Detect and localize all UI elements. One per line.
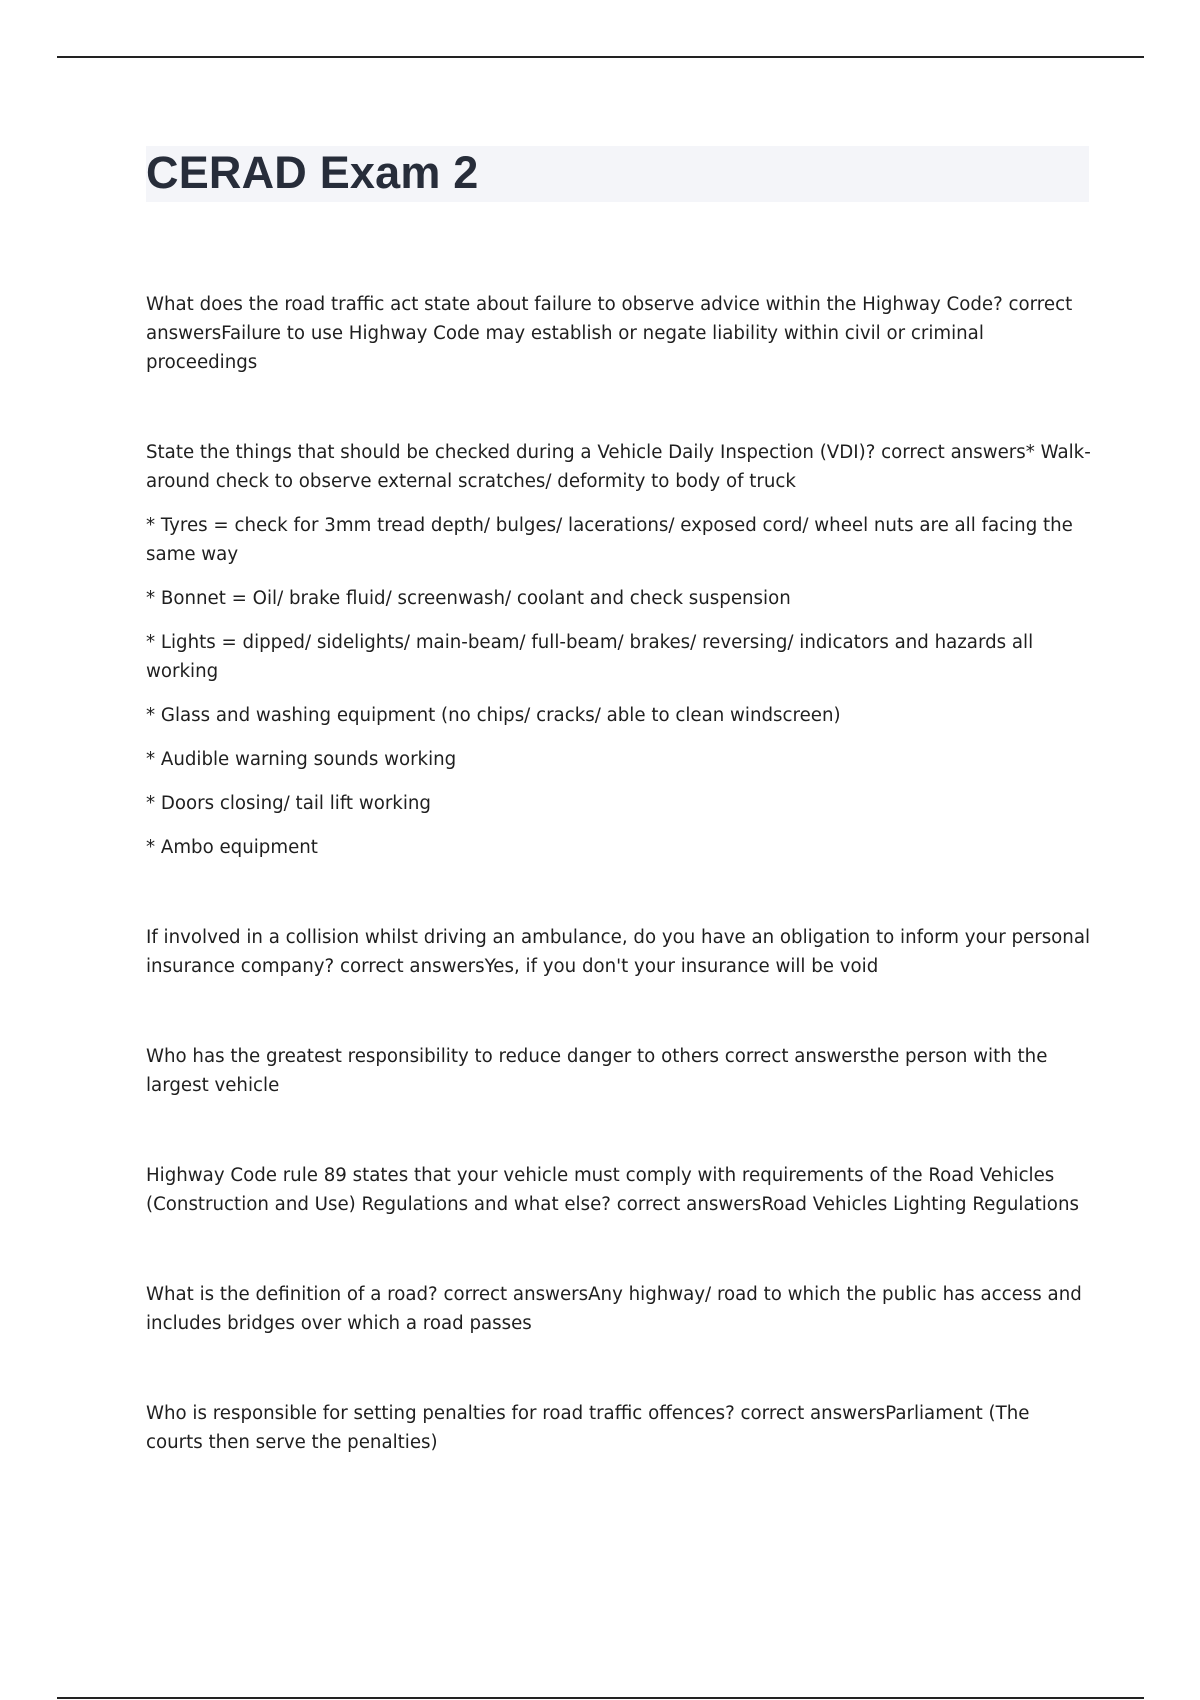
qa-item	[146, 1161, 1091, 1219]
qa-text: State the things that should be checked during a Vehicle Daily Inspection (VDI)? correct answers* Walk-around check to observe external scratches/ deformity to body of truck	[146, 442, 1091, 492]
top-rule	[57, 56, 1144, 58]
checklist-item: * Glass and washing equipment (no chips/ cracks/ able to clean windscreen)	[146, 705, 841, 726]
qa-item	[146, 1042, 1091, 1100]
checklist-item: * Ambo equipment	[146, 837, 318, 858]
qa-item	[146, 1280, 1091, 1338]
qa-item	[146, 438, 1091, 862]
document-title: CERAD Exam 2	[146, 147, 479, 198]
qa-item	[146, 1399, 1091, 1457]
qa-item	[146, 290, 1091, 377]
checklist-item: * Bonnet = Oil/ brake fluid/ screenwash/ coolant and check suspension	[146, 588, 791, 609]
qa-list	[146, 290, 1091, 1457]
checklist	[146, 511, 1091, 862]
qa-text: What does the road traffic act state about failure to observe advice within the Highway Code? correct answersFailure to use Highway Code may establish or negate liability within civil or criminal proceedings	[146, 294, 1073, 373]
qa-text: What is the definition of a road? correct answersAny highway/ road to which the public has access and includes bridges over which a road passes	[146, 1284, 1082, 1334]
qa-text: Who has the greatest responsibility to reduce danger to others correct answersthe person with the largest vehicle	[146, 1046, 1048, 1096]
qa-item	[146, 923, 1091, 981]
checklist-item: * Tyres = check for 3mm tread depth/ bulges/ lacerations/ exposed cord/ wheel nuts are all facing the same way	[146, 515, 1073, 565]
checklist-item: * Lights = dipped/ sidelights/ main-beam/ full-beam/ brakes/ reversing/ indicators and hazards all working	[146, 632, 1034, 682]
qa-text: If involved in a collision whilst driving an ambulance, do you have an obligation to inform your personal insurance company? correct answersYes, if you don't your insurance will be void	[146, 927, 1091, 977]
checklist-item: * Doors closing/ tail lift working	[146, 793, 431, 814]
checklist-item: * Audible warning sounds working	[146, 749, 457, 770]
qa-text: Highway Code rule 89 states that your vehicle must comply with requirements of the Road Vehicles (Construction and Use) Regulations and what else? correct answersRoad Vehicles Lighting Regulations	[146, 1165, 1079, 1215]
qa-text: Who is responsible for setting penalties for road traffic offences? correct answersParliament (The courts then serve the penalties)	[146, 1403, 1030, 1453]
bottom-rule	[57, 1697, 1144, 1699]
